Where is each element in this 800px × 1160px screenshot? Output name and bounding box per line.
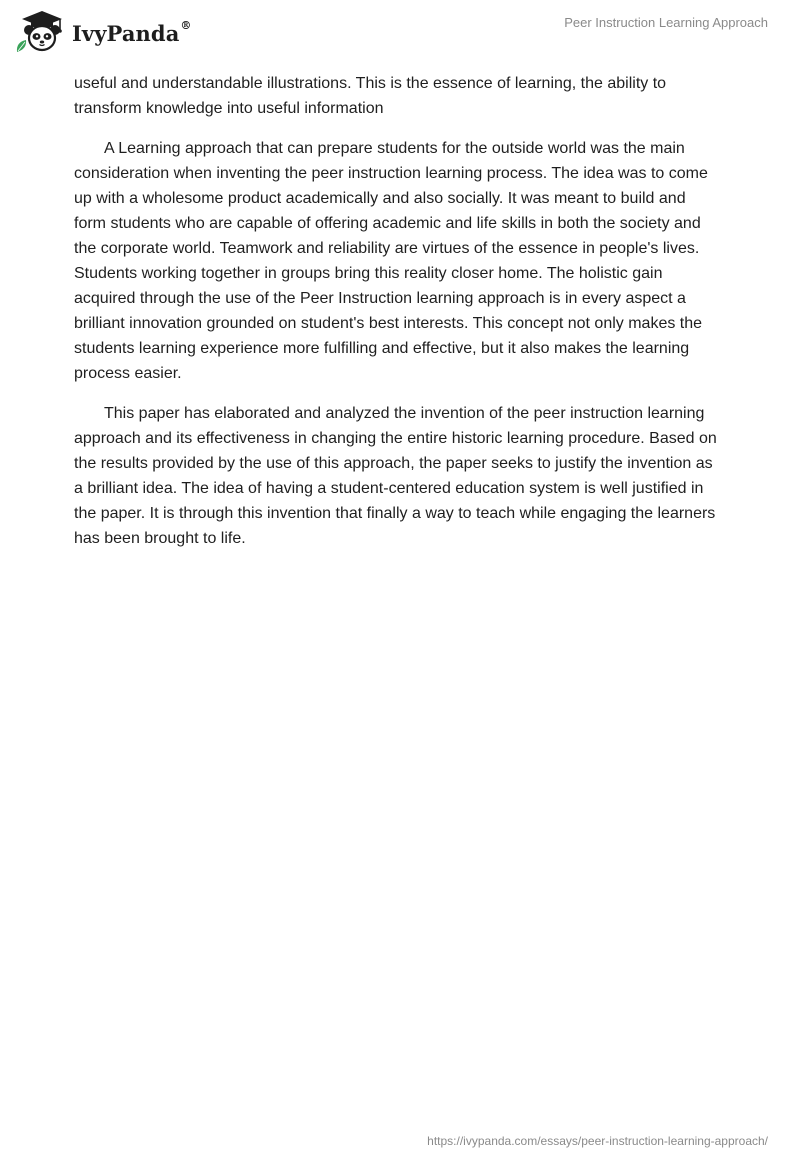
essay-body — [74, 71, 720, 566]
paragraph: A Learning approach that can prepare students for the outside world was the main consideration when inventing the peer instruction learning process. The idea was to come up with a wholesome product academically and also socially. It was meant to build and form students who are capable of offering academic and life skills in both the society and the corporate world. Teamwork and reliability are virtues of the essence in people's lives. Students working together in groups bring this reality closer home. The holistic gain acquired through the use of the Peer Instruction learning approach is in every aspect a brilliant innovation grounded on student's best interests. This concept not only makes the students learning experience more fulfilling and effective, but it also makes the learning process easier. — [74, 140, 708, 382]
paragraph: This paper has elaborated and analyzed the invention of the peer instruction learning approach and its effectiveness in changing the entire historic learning procedure. Based on the results provided by the use of this approach, the paper seeks to justify the invention as a brilliant idea. The idea of having a student-centered education system is well justified in the paper. It is through this invention that finally a way to teach while engaging the learners has been brought to life. — [74, 405, 717, 547]
ivypanda-logo[interactable] — [14, 8, 192, 54]
registered-mark: ® — [180, 18, 192, 32]
brand-name — [72, 18, 192, 46]
panda-graduation-cap-icon — [14, 8, 70, 54]
page-header — [0, 0, 800, 60]
source-url[interactable]: https://ivypanda.com/essays/peer-instruction-learning-approach/ — [427, 1134, 768, 1148]
running-title: Peer Instruction Learning Approach — [564, 15, 768, 30]
paragraph-continuation: useful and understandable illustrations. This is the essence of learning, the ability to transform knowledge into useful information — [74, 75, 667, 117]
brand-wordmark: IvyPanda — [72, 20, 180, 46]
